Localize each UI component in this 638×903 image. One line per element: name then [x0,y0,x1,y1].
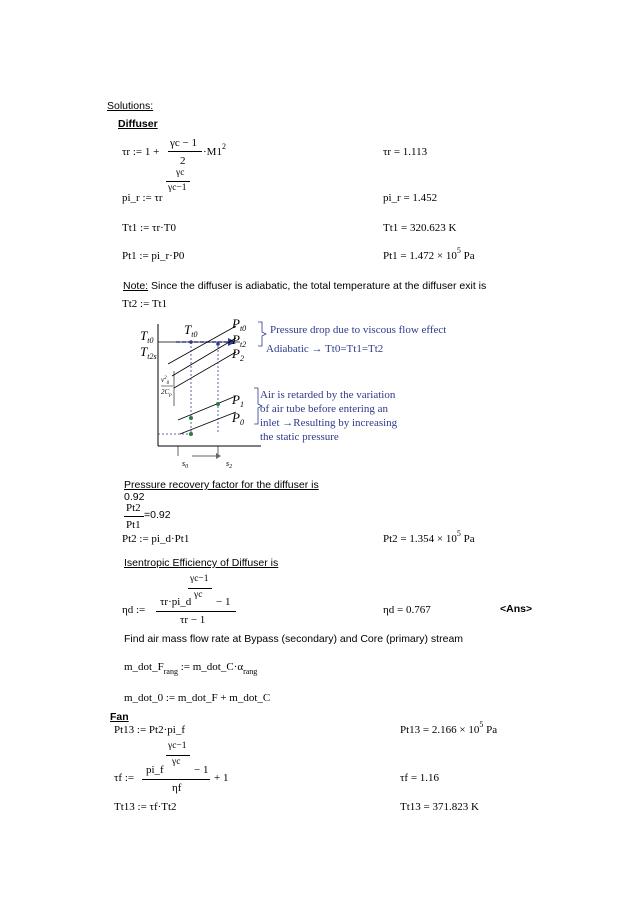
annot-air-4: the static pressure [260,431,339,443]
pi-r-lhs: pi_r := τr [122,192,163,204]
mdotf-mid: := m_dot_C·α [177,661,244,673]
pi-r-exp-den: γc−1 [168,183,187,193]
annot-air-2: of air tube before entering an [260,403,388,415]
tt13-def: Tt13 := τf·Tt2 [114,801,177,813]
eta-den: τr − 1 [180,614,206,626]
point-2 [216,342,220,346]
note-label: Note: [123,280,149,292]
pt1-result-exp: 5 [456,246,461,255]
tau-r-tail-text: ·M1 [203,146,222,158]
pt1-result [383,246,475,262]
eta-lhs: ηd := [122,604,146,616]
pi-r-result: pi_r = 1.452 [383,192,438,204]
fan-heading: Fan [110,711,129,723]
recovery-frac-den: Pt1 [126,519,141,531]
eta-exp-den: γc [194,590,203,600]
tau-r-tail [203,142,226,158]
tauf-exp-den: γc [172,757,181,767]
label-p2: $P_2$ [232,346,244,363]
pt2-result-main: Pt2 = 1.354 × 10 [383,533,457,545]
label-pt0: $P_{t0}$ [232,316,247,333]
tau-r-lhs: τr := 1 + [122,146,160,158]
label-2cp: $2C_p$ [161,388,172,398]
pt2-result-exp: 5 [456,529,461,538]
mdotf-sub: rang [163,667,178,676]
recovery-eq: =0.92 [144,509,171,521]
pt2-def: Pt2 := pi_d·Pt1 [122,533,190,545]
tauf-num-tail: − 1 [194,764,209,776]
tau-r-result: τr = 1.113 [383,146,428,158]
mdotf-sub2: rang [243,667,258,676]
eta-result: ηd = 0.767 [383,604,431,616]
bracket-pressure-drop [258,322,266,346]
pt13-result-main: Pt13 = 2.166 × 10 [400,724,480,736]
isobar-p2 [174,352,236,388]
recovery-frac-num: Pt2 [126,502,141,514]
recovery-value: 0.92 [124,491,145,503]
label-p0: $P_0$ [232,410,244,427]
tau-r-frac-num: γc − 1 [170,137,197,149]
pt13-result-unit: Pa [483,724,498,736]
pt1-def: Pt1 := pi_r·P0 [122,250,185,262]
annot-air-1: Air is retarded by the variation [260,389,396,401]
tt1-def: Tt1 := τr·T0 [122,222,177,234]
eta-num: τr·pi_d [160,596,192,608]
label-s0: $s_0$ [182,459,189,470]
tt1-result: Tt1 = 320.623 K [383,222,457,234]
tauf-exp-num: γc−1 [168,741,187,751]
diffuser-heading: Diffuser [118,118,158,130]
label-v2: $v^2_0$ [161,376,170,386]
massflow-text: Find air mass flow rate at Bypass (secondary) and Core (primary) stream [124,633,464,645]
pi-r-exp-line [166,181,190,182]
pi-r-exp-num: γc [176,168,185,178]
label-pt2: $P_{t2}$ [232,332,247,349]
pt1-result-unit: Pa [460,250,475,262]
tauf-frac-line [142,779,210,780]
eff-heading: Isentropic Efficiency of Diffuser is [124,557,279,569]
eta-frac-line [156,611,236,612]
eta-exp-num: γc−1 [190,574,209,584]
tau-r-exponent: 2 [221,142,226,151]
tauf-den: ηf [172,782,182,794]
tauf-plus: + 1 [214,772,229,784]
label-tt0-top: $T_{t0}$ [184,322,198,339]
tt13-result: Tt13 = 371.823 K [400,801,479,813]
point-3 [189,416,193,420]
ts-diagram [136,316,446,471]
recovery-frac-line [124,516,144,517]
point-1 [189,340,193,344]
pt13-def: Pt13 := Pt2·pi_f [114,724,185,736]
mdotf-def [124,661,258,676]
label-tt2s: $T_{t2s}$ [140,344,157,361]
tau-r-frac-line [168,151,202,152]
label-s2: $s_2$ [226,459,233,470]
annot-air-3: inlet →Resulting by increasing [260,417,398,429]
note-line [123,280,486,292]
tt2-def: Tt2 := Tt1 [122,298,168,310]
solutions-heading: Solutions: [107,100,154,112]
ans-tag: <Ans> [500,603,533,615]
isobar-p1 [178,396,236,420]
pt13-result [400,720,498,736]
s-arrow-head [216,453,221,459]
annot-adiabatic: Adiabatic → Tt0=Tt1=Tt2 [266,343,384,355]
tauf-lhs: τf := [114,772,135,784]
mdot0-def: m_dot_0 := m_dot_F + m_dot_C [124,692,271,704]
recovery-heading: Pressure recovery factor for the diffuser is [124,479,319,491]
tauf-result: τf = 1.16 [400,772,440,784]
point-4 [189,432,193,436]
note-text: Since the diffuser is adiabatic, the total temperature at the diffuser exit is [148,280,487,292]
tau-r-frac-den: 2 [180,155,186,167]
eta-num-tail: − 1 [216,596,231,608]
pt13-result-exp: 5 [479,720,484,729]
mdotf-lhs: m_dot_F [124,661,164,673]
pt1-result-main: Pt1 = 1.472 × 10 [383,250,457,262]
pt2-result-unit: Pa [460,533,475,545]
pt2-result [383,529,475,545]
point-5 [216,402,220,406]
tauf-exp-line [166,755,190,756]
label-tt0-left: $T_{t0}$ [140,328,154,345]
annot-pressure-drop: Pressure drop due to viscous flow effect [270,324,446,336]
label-p1: $P_1$ [232,392,244,409]
eta-exp-line [188,588,212,589]
tauf-num: pi_f [146,764,164,776]
